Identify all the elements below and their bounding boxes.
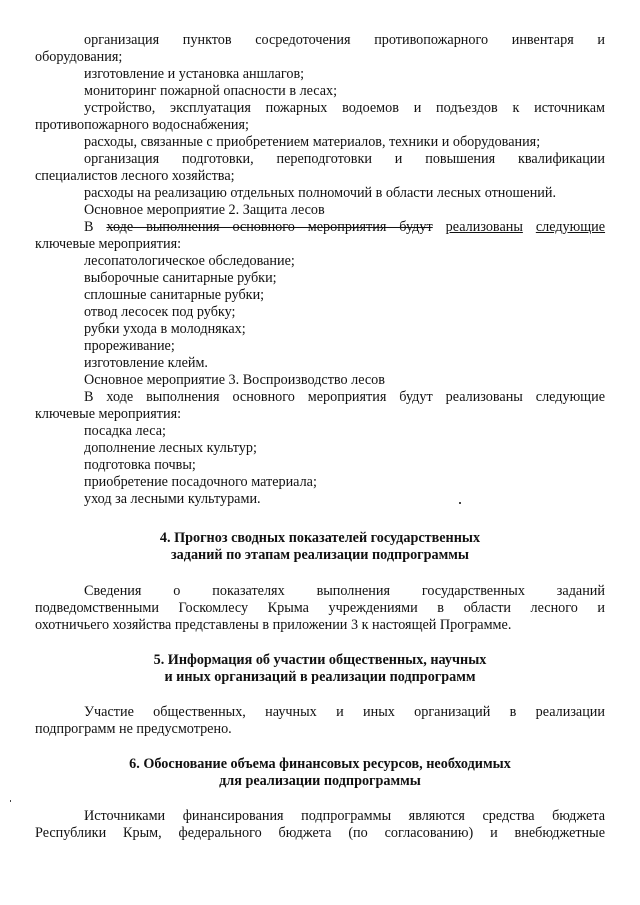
- list-item: посадка леса;: [84, 423, 166, 439]
- intro-word: В: [84, 219, 94, 235]
- list-item: подготовка почвы;: [84, 457, 196, 473]
- section-5-paragraph: Участие общественных, научных и иных организаций в реализации: [84, 704, 605, 720]
- measure-2-intro-continuation: ключевые мероприятия:: [35, 236, 182, 252]
- list-item-continuation: специалистов лесного хозяйства;: [35, 168, 235, 184]
- list-item: отвод лесосек под рубку;: [84, 304, 236, 320]
- list-item: лесопатологическое обследование;: [84, 253, 295, 269]
- list-item: изготовление и установка аншлагов;: [84, 66, 305, 82]
- section-4-paragraph-line: охотничьего хозяйства представлены в приложении 3 к настоящей Программе.: [35, 617, 512, 633]
- section-6-heading-line2: для реализации подпрограммы: [219, 773, 421, 789]
- list-item: прореживание;: [84, 338, 175, 354]
- list-item-continuation: противопожарного водоснабжения;: [35, 117, 249, 133]
- list-item: выборочные санитарные рубки;: [84, 270, 277, 286]
- scan-speck: [459, 502, 461, 504]
- list-item: мониторинг пожарной опасности в лесах;: [84, 83, 338, 99]
- section-6-paragraph: Источниками финансирования подпрограммы являются средства бюджета: [84, 808, 605, 824]
- section-4-heading-line2: заданий по этапам реализации подпрограммы: [170, 547, 470, 563]
- section-6-heading: 6. Обоснование объема финансовых ресурсов, необходимых: [129, 756, 511, 772]
- section-5-paragraph-line: подпрограмм не предусмотрено.: [35, 721, 232, 737]
- list-item: приобретение посадочного материала;: [84, 474, 317, 490]
- list-item: организация подготовки, переподготовки и повышения квалификации: [84, 151, 605, 167]
- list-item: уход за лесными культурами.: [84, 491, 261, 507]
- section-4-heading: 4. Прогноз сводных показателей государственных: [159, 530, 481, 546]
- list-item: рубки ухода в молодняках;: [84, 321, 246, 337]
- section-4-paragraph: Сведения о показателях выполнения государственных заданий: [84, 583, 605, 599]
- underlined-word: следующие: [535, 219, 606, 235]
- measure-2-title: Основное мероприятие 2. Защита лесов: [84, 202, 325, 218]
- section-5-heading: 5. Информация об участии общественных, научных: [153, 652, 487, 668]
- section-5-heading-line2: и иных организаций в реализации подпрограмм: [164, 669, 476, 685]
- list-item: дополнение лесных культур;: [84, 440, 257, 456]
- list-item: сплошные санитарные рубки;: [84, 287, 265, 303]
- list-item: расходы на реализацию отдельных полномочий в области лесных отношений.: [84, 185, 557, 201]
- scan-speck: [10, 800, 11, 802]
- section-4-paragraph-line: подведомственными Госкомлесу Крыма учреждениями в области лесного и: [35, 600, 605, 616]
- measure-3-intro: В ходе выполнения основного мероприятия будут реализованы следующие: [84, 389, 605, 405]
- measure-3-title: Основное мероприятие 3. Воспроизводство лесов: [84, 372, 385, 388]
- measure-2-intro: [84, 219, 605, 236]
- list-item: изготовление клейм.: [84, 355, 208, 371]
- measure-3-intro-continuation: ключевые мероприятия:: [35, 406, 182, 422]
- list-item: организация пунктов сосредоточения противопожарного инвентаря и: [84, 32, 605, 48]
- list-item: устройство, эксплуатация пожарных водоемов и подъездов к источникам: [84, 100, 605, 116]
- list-item-continuation: оборудования;: [35, 49, 123, 65]
- struck-through-text: ходе выполнения основного мероприятия будут: [106, 219, 433, 235]
- list-item: расходы, связанные с приобретением материалов, техники и оборудования;: [84, 134, 541, 150]
- section-6-paragraph-line: Республики Крым, федерального бюджета (по согласованию) и внебюджетные: [35, 825, 605, 841]
- underlined-word: реализованы: [445, 219, 523, 235]
